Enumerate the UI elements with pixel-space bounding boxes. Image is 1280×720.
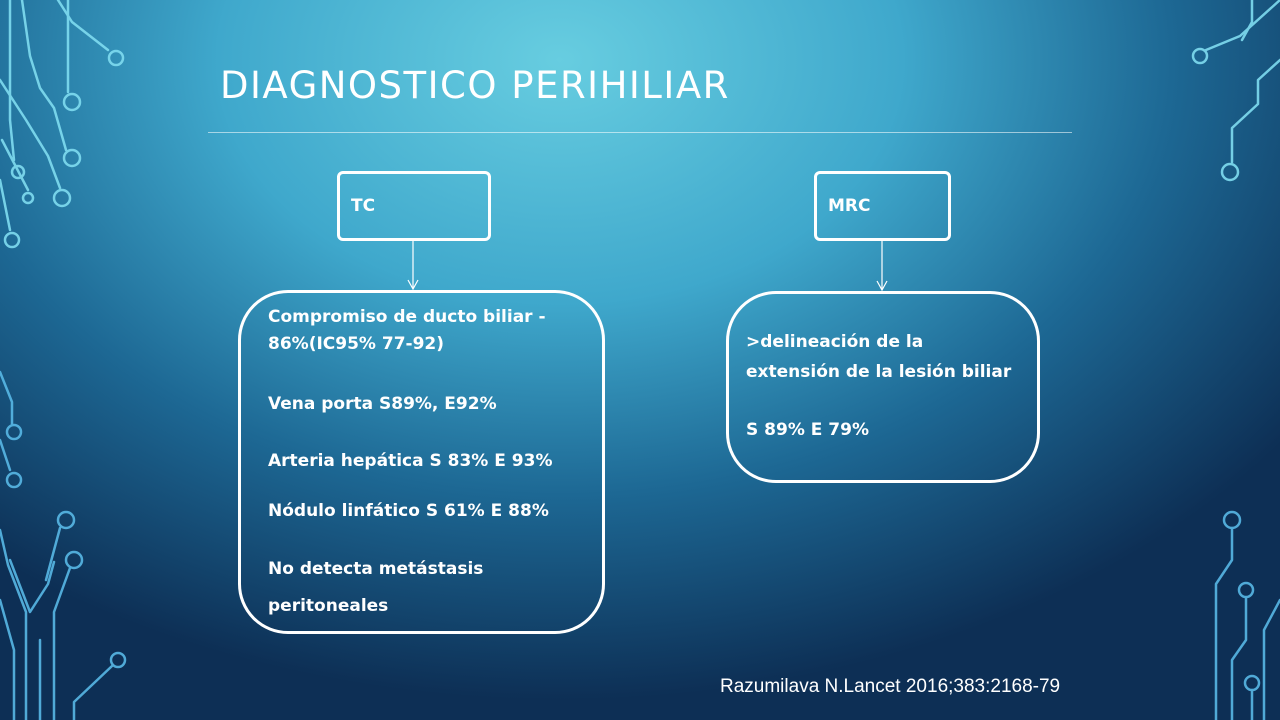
mrc-arrow [877, 241, 887, 290]
tc-finding-bile-duct-line2: 86%(IC95% 77-92) [268, 334, 445, 354]
citation: Razumilava N.Lancet 2016;383:2168-79 [720, 676, 1061, 697]
mrc-node [814, 171, 951, 241]
tc-finding-metastasis-line2: peritoneales [268, 596, 389, 616]
mrc-label: MRC [828, 196, 871, 216]
mrc-finding-sens-spec: S 89% E 79% [746, 420, 869, 440]
mrc-findings-node [726, 291, 1040, 483]
tc-label: TC [351, 196, 376, 216]
tc-finding-bile-duct-line1: Compromiso de ducto biliar - [268, 307, 546, 327]
tc-arrow [408, 241, 418, 289]
tc-finding-lymph-node: Nódulo linfático S 61% E 88% [268, 501, 549, 521]
tc-finding-hepatic-artery: Arteria hepática S 83% E 93% [268, 451, 553, 471]
tc-findings-node [238, 290, 605, 634]
tc-finding-portal-vein: Vena porta S89%, E92% [268, 394, 497, 414]
slide-title: DIAGNOSTICO PERIHILIAR [220, 64, 730, 107]
mrc-finding-line1: >delineación de la [746, 332, 924, 352]
mrc-finding-line2: extensión de la lesión biliar [746, 362, 1012, 382]
tc-finding-metastasis-line1: No detecta metástasis [268, 559, 484, 579]
